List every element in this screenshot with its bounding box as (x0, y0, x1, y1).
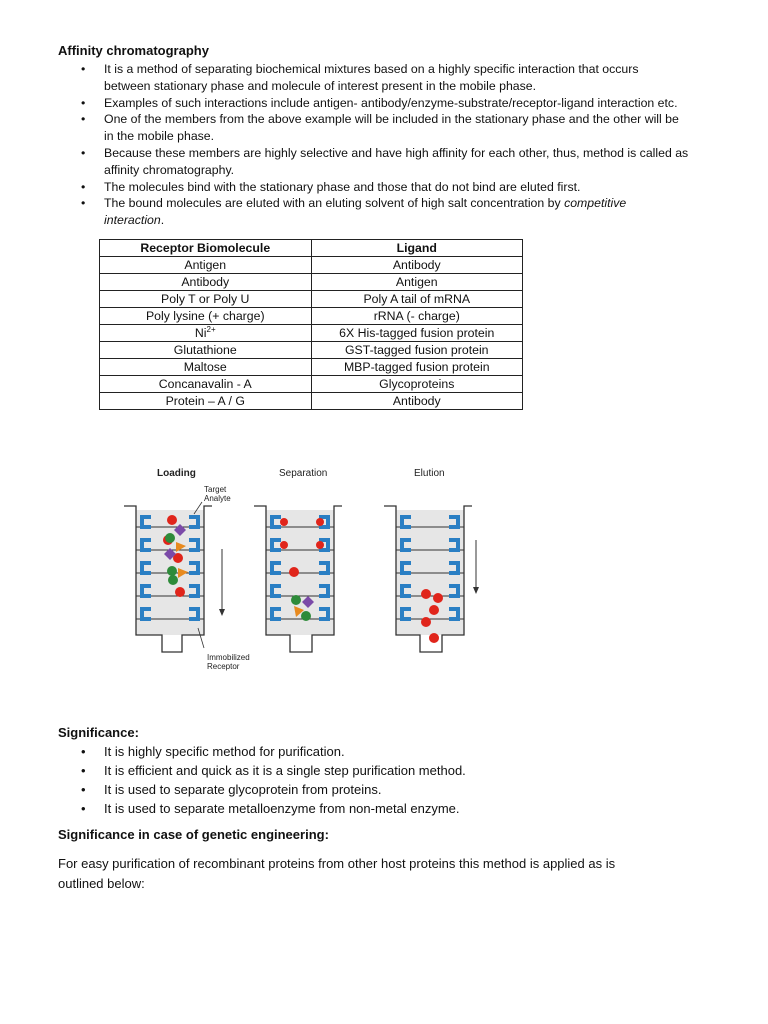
column-header-ligand: Ligand (311, 240, 523, 257)
table-cell: 6X His-tagged fusion protein (311, 325, 523, 342)
superscript: 2+ (206, 324, 216, 334)
table-row (100, 376, 523, 393)
table-row (100, 342, 523, 359)
table-cell: Glycoproteins (311, 376, 523, 393)
table-row (100, 257, 523, 274)
table-row (100, 291, 523, 308)
table-header-row (100, 240, 523, 257)
table-row (100, 308, 523, 325)
list-item: • The molecules bind with the stationary phase and those that do not bind are eluted first. (81, 179, 581, 194)
affinity-chromatography-figure (110, 462, 500, 682)
list-item: • It is a method of separating biochemical mixtures based on a highly specific interaction that occurs between stationary phase and molecule of interest present in the mobile phase. (81, 62, 639, 93)
separation-label: Separation (279, 468, 328, 479)
table-row (100, 325, 523, 342)
genetic-engineering-title: Significance in case of genetic engineering: (58, 827, 329, 842)
significance-list (58, 742, 738, 818)
elution-column (384, 506, 479, 652)
section-title: Affinity chromatography (58, 43, 209, 58)
target-label-line2: Analyte (204, 494, 231, 503)
table-cell: $Ni^{2+}$ (100, 325, 312, 342)
loading-column (124, 502, 225, 652)
table-cell: rRNA (- charge) (311, 308, 523, 325)
table-cell: Antigen (311, 274, 523, 291)
genetic-engineering-text: For easy purification of recombinant proteins from other host proteins this method is applied as is outlined below: (58, 856, 616, 891)
list-item: • It is highly specific method for purification. (81, 744, 345, 759)
table-cell: GST-tagged fusion protein (311, 342, 523, 359)
table-cell: Antibody (311, 257, 523, 274)
receptor-label-line1: Immobilized (207, 653, 250, 662)
table-cell: Poly A tail of mRNA (311, 291, 523, 308)
table-row (100, 359, 523, 376)
target-label-line1: Target (204, 485, 227, 494)
receptor-ligand-table (99, 239, 523, 410)
table-cell: Protein – A / G (100, 393, 312, 410)
table-cell: Glutathione (100, 342, 312, 359)
list-item: • It is efficient and quick as it is a single step purification method. (81, 763, 466, 778)
table-cell: Maltose (100, 359, 312, 376)
column-header-receptor: Receptor Biomolecule (100, 240, 312, 257)
table-row (100, 274, 523, 291)
table-row (100, 393, 523, 410)
receptor-label-line2: Receptor (207, 662, 240, 671)
table-cell: Antigen (100, 257, 312, 274)
significance-title: Significance: (58, 725, 139, 740)
list-item: • It is used to separate metalloenzyme from non-metal enzyme. (81, 801, 460, 816)
list-item: • Because these members are highly selective and have high affinity for each other, thus, method is called as affinity chromatography. (81, 145, 689, 177)
list-item: • The bound molecules are eluted with an eluting solvent of high salt concentration by competitive interaction. (81, 196, 627, 228)
list-item: • It is used to separate glycoprotein from proteins. (81, 782, 382, 797)
table-cell: Concanavalin - A (100, 376, 312, 393)
table-cell: Antibody (100, 274, 312, 291)
definition-list (58, 61, 738, 229)
elution-label: Elution (414, 468, 445, 479)
table-cell: Antibody (311, 393, 523, 410)
list-item: • Examples of such interactions include antigen- antibody/enzyme-substrate/receptor-ligand interaction etc. (81, 95, 678, 110)
table-cell: Poly T or Poly U (100, 291, 312, 308)
separation-column (254, 506, 342, 652)
table-cell: MBP-tagged fusion protein (311, 359, 523, 376)
loading-label: Loading (157, 468, 196, 479)
list-item: • One of the members from the above example will be included in the stationary phase and the other will be in the mobile phase. (81, 112, 679, 144)
table-cell: Poly lysine (+ charge) (100, 308, 312, 325)
